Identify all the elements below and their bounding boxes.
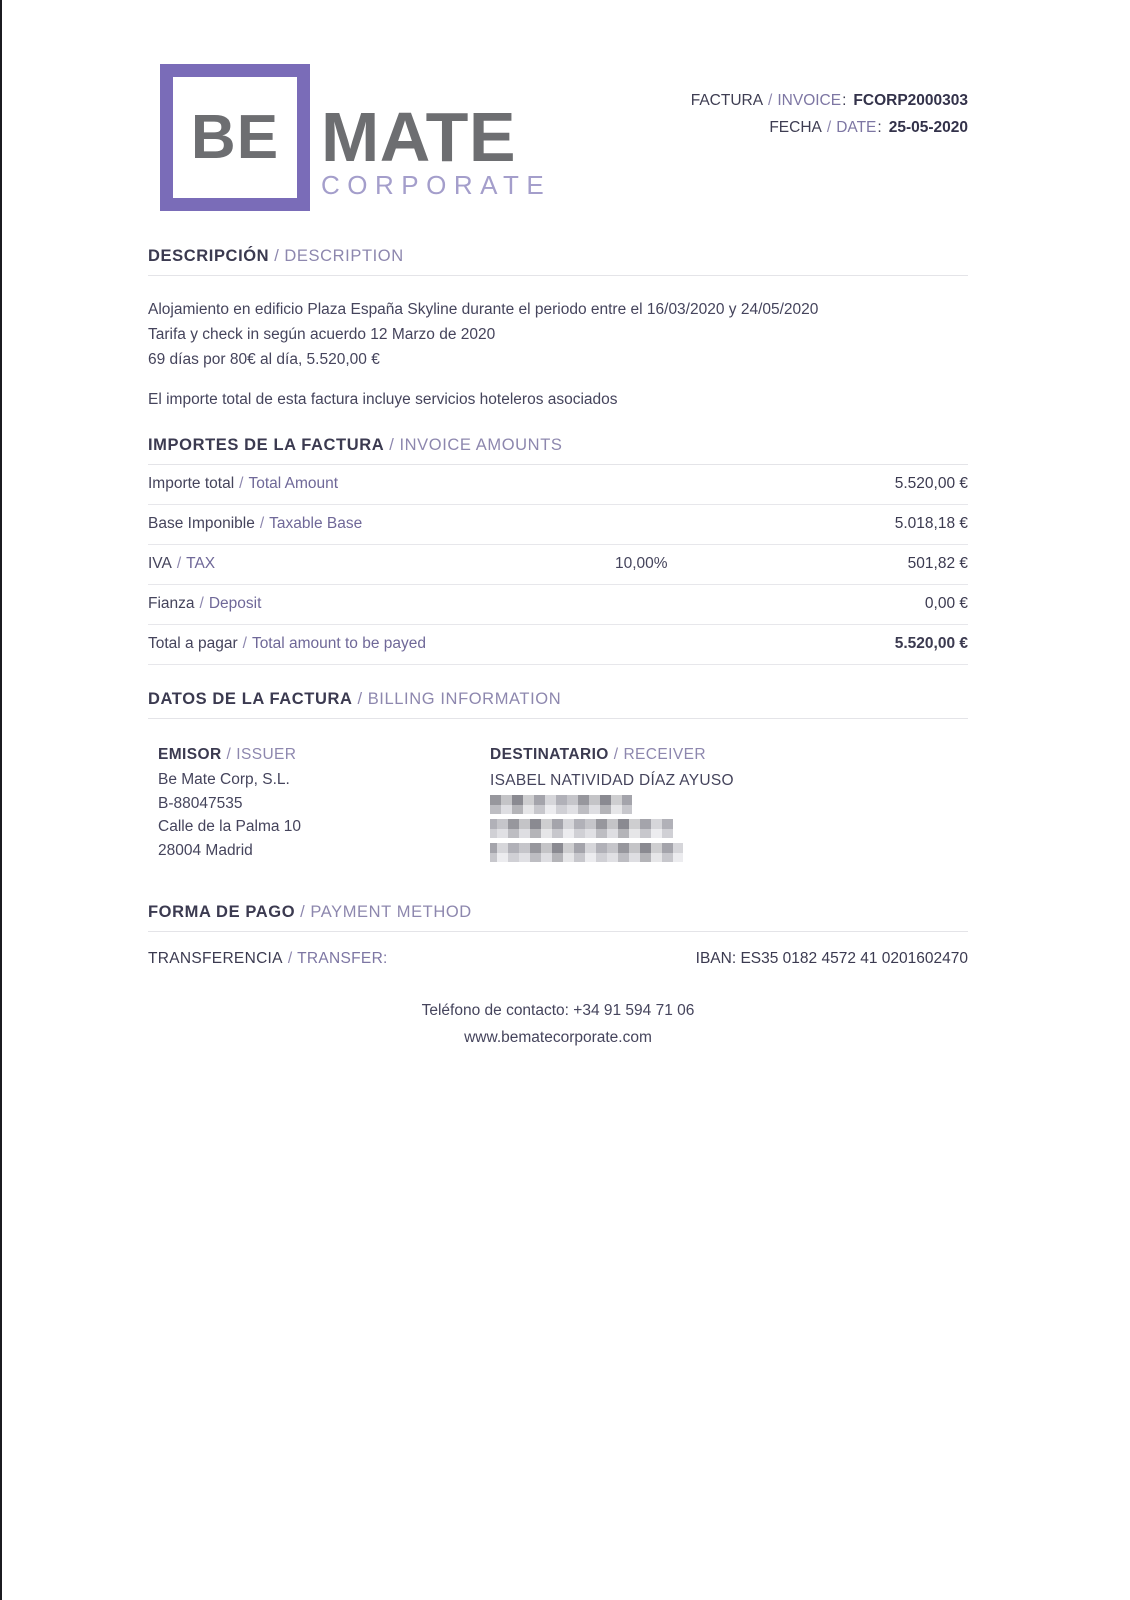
slash-separator: /	[199, 595, 204, 613]
amount-row-value: 5.520,00 €	[894, 635, 968, 653]
divider	[148, 931, 968, 932]
invoice-date-line	[691, 115, 968, 142]
heading-en: DESCRIPTION	[284, 247, 404, 265]
amount-row-taxable-base	[148, 505, 968, 545]
heading-en: INVOICE AMOUNTS	[399, 436, 563, 455]
logo-wordmark: MATE	[321, 98, 517, 176]
date-label-en: DATE	[836, 118, 877, 136]
issuer-tax-id: B-88047535	[158, 794, 243, 812]
invoice-label-es: FACTURA	[690, 92, 764, 109]
redacted-address-line	[490, 819, 673, 838]
logo-box-text: BE	[190, 103, 280, 172]
scan-edge-line	[0, 0, 2, 1600]
description-paragraph	[148, 297, 968, 372]
receiver-name: ISABEL NATIVIDAD DÍAZ AYUSO	[490, 772, 734, 790]
description-line: Tarifa y check in según acuerdo 12 Marzo de 2020	[148, 326, 496, 344]
logo-wordmark-group	[321, 98, 552, 214]
billing-columns	[148, 746, 968, 862]
section-heading-billing	[148, 690, 968, 709]
logo-tagline: CORPORATE	[321, 170, 552, 200]
amount-row-value: 0,00 €	[924, 595, 968, 613]
slash-separator: /	[226, 746, 232, 764]
amount-row-label: Importe total / Total Amount	[148, 475, 339, 493]
amount-row-label: Total a pagar / Total amount to be payed	[148, 635, 427, 653]
section-description	[148, 247, 968, 409]
heading-es: DATOS DE LA FACTURA	[148, 690, 353, 709]
amount-row-total-payable	[148, 625, 968, 665]
contact-website: www.bematecorporate.com	[464, 1029, 652, 1047]
slash-separator: /	[239, 475, 244, 493]
footer-contact	[148, 997, 968, 1051]
section-heading-amounts	[148, 436, 968, 455]
section-heading-description	[148, 247, 968, 266]
redacted-address-line	[490, 843, 683, 862]
section-heading-payment	[148, 903, 968, 922]
invoice-label-en: INVOICE	[777, 92, 842, 109]
date-label-es: FECHA	[769, 118, 822, 136]
invoice-number-line	[691, 88, 968, 115]
heading-es: IMPORTES DE LA FACTURA	[148, 436, 385, 455]
receiver-block	[490, 746, 968, 862]
divider	[148, 718, 968, 719]
amount-row-label: Base Imponible / Taxable Base	[148, 515, 363, 533]
contact-phone: Teléfono de contacto: +34 91 594 71 06	[421, 1002, 695, 1020]
slash-separator: /	[259, 515, 265, 533]
section-amounts	[148, 436, 968, 665]
redacted-address-line	[490, 795, 632, 814]
amount-row-label: Fianza / Deposit	[148, 595, 262, 613]
slash-separator: /	[768, 92, 773, 109]
slash-separator: /	[826, 118, 832, 136]
amount-row-total-amount	[148, 465, 968, 505]
slash-separator: /	[287, 950, 293, 968]
issuer-city: 28004 Madrid	[158, 841, 253, 859]
description-note: El importe total de esta factura incluye servicios hoteleros asociados	[148, 391, 618, 409]
amount-row-value: 5.520,00 €	[894, 475, 968, 493]
colon-separator: :	[877, 118, 882, 136]
brand-logo	[160, 64, 551, 214]
issuer-name: Be Mate Corp, S.L.	[158, 771, 290, 789]
amount-row-tax-rate: 10,00%	[615, 555, 668, 573]
receiver-heading: DESTINATARIO / RECEIVER	[490, 746, 706, 764]
amount-row-tax	[148, 545, 968, 585]
section-payment	[148, 903, 968, 968]
payment-method: TRANSFERENCIA / TRANSFER:	[148, 950, 388, 968]
colon-separator: :	[842, 92, 847, 109]
heading-en: BILLING INFORMATION	[367, 690, 562, 709]
slash-separator: /	[176, 555, 182, 573]
amount-row-value: 501,82 €	[907, 555, 968, 573]
amount-row-label: IVA / TAX	[148, 555, 216, 573]
description-line: 69 días por 80€ al día, 5.520,00 €	[148, 351, 380, 369]
slash-separator: /	[242, 635, 247, 653]
amount-row-deposit	[148, 585, 968, 625]
invoice-meta	[691, 88, 968, 214]
invoice-header	[148, 64, 968, 214]
invoice-content	[148, 0, 968, 1052]
slash-separator: /	[274, 247, 280, 265]
slash-separator: /	[389, 436, 395, 455]
issuer-heading: EMISOR / ISSUER	[158, 746, 297, 764]
issuer-street: Calle de la Palma 10	[158, 818, 302, 836]
slash-separator: /	[300, 903, 306, 922]
issuer-block	[148, 746, 490, 862]
section-billing	[148, 690, 968, 862]
invoice-number: FCORP2000303	[853, 92, 968, 109]
slash-separator: /	[357, 690, 363, 709]
heading-es: DESCRIPCIÓN	[148, 247, 270, 265]
description-line: Alojamiento en edificio Plaza España Skyline durante el periodo entre el 16/03/2020 y 24/05/2020	[148, 301, 819, 318]
payment-details-row	[148, 950, 968, 968]
logo-frame	[160, 64, 310, 211]
slash-separator: /	[613, 746, 619, 764]
iban-value: IBAN: ES35 0182 4572 41 0201602470	[695, 950, 968, 968]
heading-en: PAYMENT METHOD	[310, 903, 472, 922]
divider	[148, 275, 968, 276]
heading-es: FORMA DE PAGO	[148, 903, 296, 922]
invoice-date: 25-05-2020	[888, 118, 968, 136]
amount-row-value: 5.018,18 €	[894, 515, 968, 533]
